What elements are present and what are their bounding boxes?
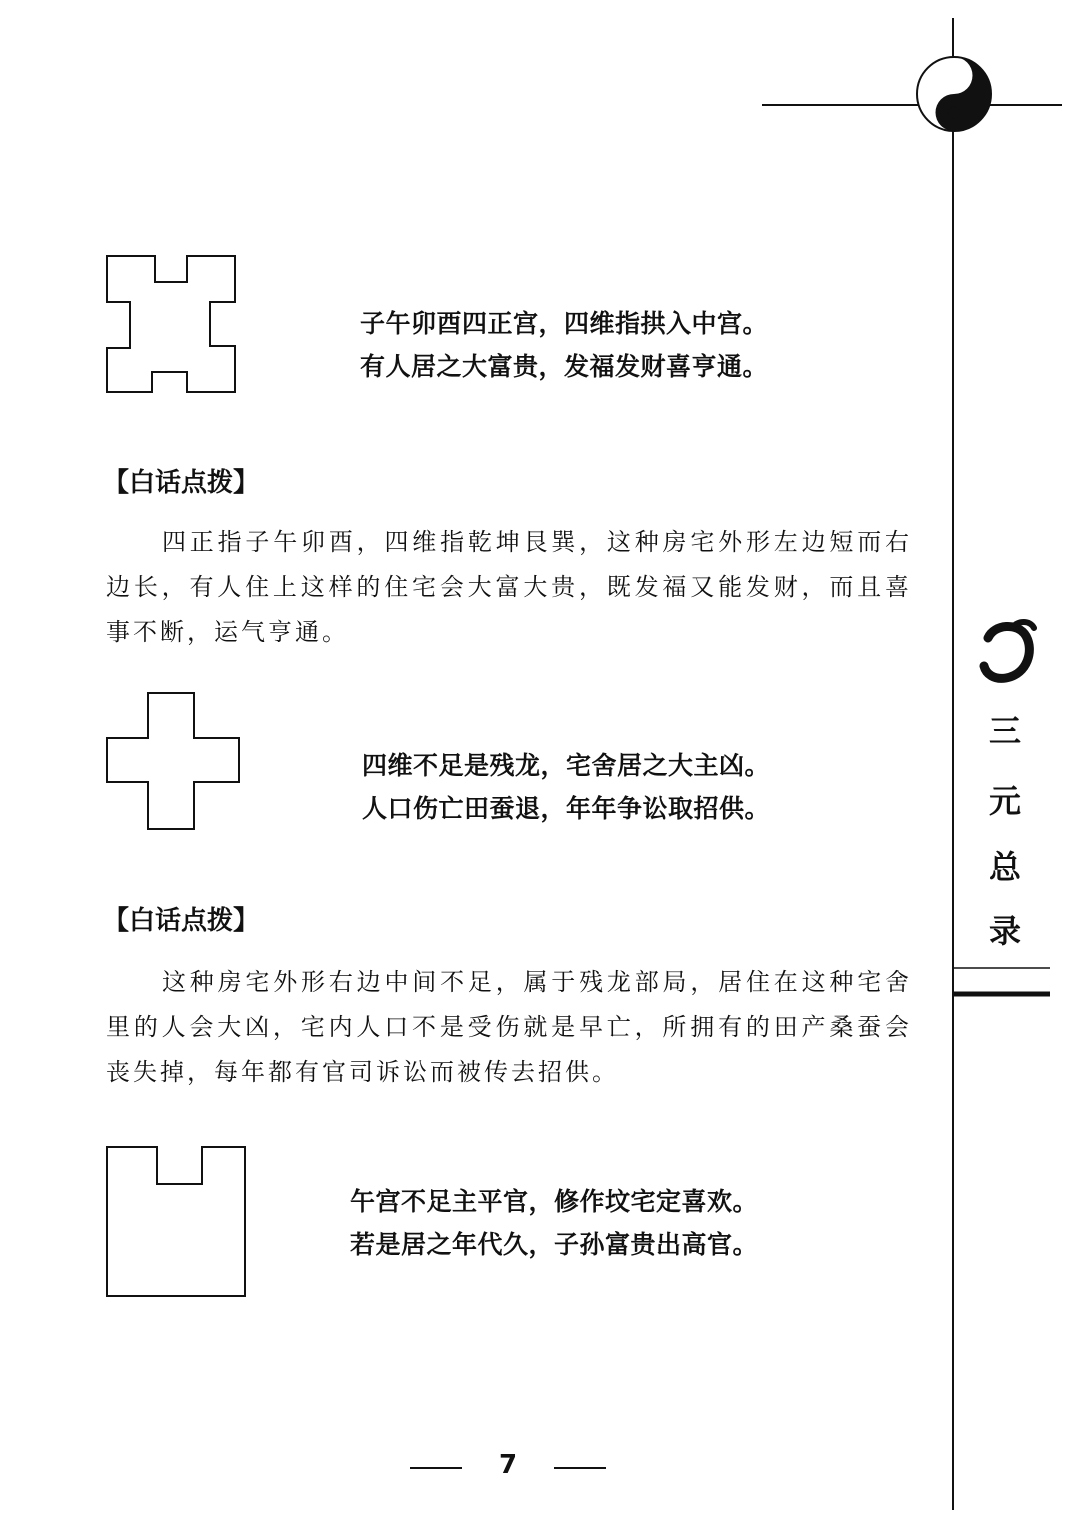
house-shape-diagram-3 (100, 1140, 250, 1302)
sidebar-title-char-4: 录 (988, 912, 1021, 950)
verse-1 (360, 302, 768, 388)
commentary-heading-1: 【白话点拨】 (103, 468, 260, 498)
verse-2-line-2: 人口伤亡田蚕退，年年争讼取招供。 (362, 794, 771, 823)
verse-2-line-1: 四维不足是残龙，宅舍居之大主凶。 (362, 751, 771, 780)
sidebar-title-char-2: 元 (988, 782, 1021, 820)
commentary-1 (106, 520, 912, 655)
verse-2 (362, 744, 770, 830)
house-shape-diagram-1 (100, 250, 246, 400)
swirl-ornament-icon (972, 612, 1044, 692)
page-number: 7 (498, 1450, 518, 1480)
commentary-heading-2: 【白话点拨】 (103, 906, 260, 936)
sidebar-title-char-3: 总 (988, 848, 1021, 886)
verse-1-line-1: 子午卯酉四正宫，四维指拱入中宫。 (360, 309, 769, 338)
yin-yang-icon (914, 54, 994, 134)
commentary-2-text: 这种房宅外形右边中间不足，属于残龙部局，居住在这种宅舍里的人会大凶，宅内人口不是受伤就是早亡，所拥有的田产桑蚕会丧失掉，每年都有官司诉讼而被传去招供。 (106, 968, 912, 1086)
sidebar-title-char-1: 三 (988, 712, 1021, 750)
commentary-2 (106, 960, 912, 1095)
house-shape-diagram-2 (100, 688, 246, 836)
verse-3-line-2: 若是居之年代久，子孙富贵出高官。 (350, 1230, 759, 1259)
page-number-rule-right (554, 1467, 606, 1469)
verse-3-line-1: 午宫不足主平官，修作坟宅定喜欢。 (350, 1187, 759, 1216)
page-number-rule-left (410, 1467, 462, 1469)
verse-1-line-2: 有人居之大富贵，发福发财喜亨通。 (360, 352, 769, 381)
verse-3 (350, 1180, 758, 1266)
commentary-1-text: 四正指子午卯酉，四维指乾坤艮巽，这种房宅外形左边短而右边长，有人住上这样的住宅会大富大贵，既发福又能发财，而且喜事不断，运气亨通。 (106, 528, 912, 646)
